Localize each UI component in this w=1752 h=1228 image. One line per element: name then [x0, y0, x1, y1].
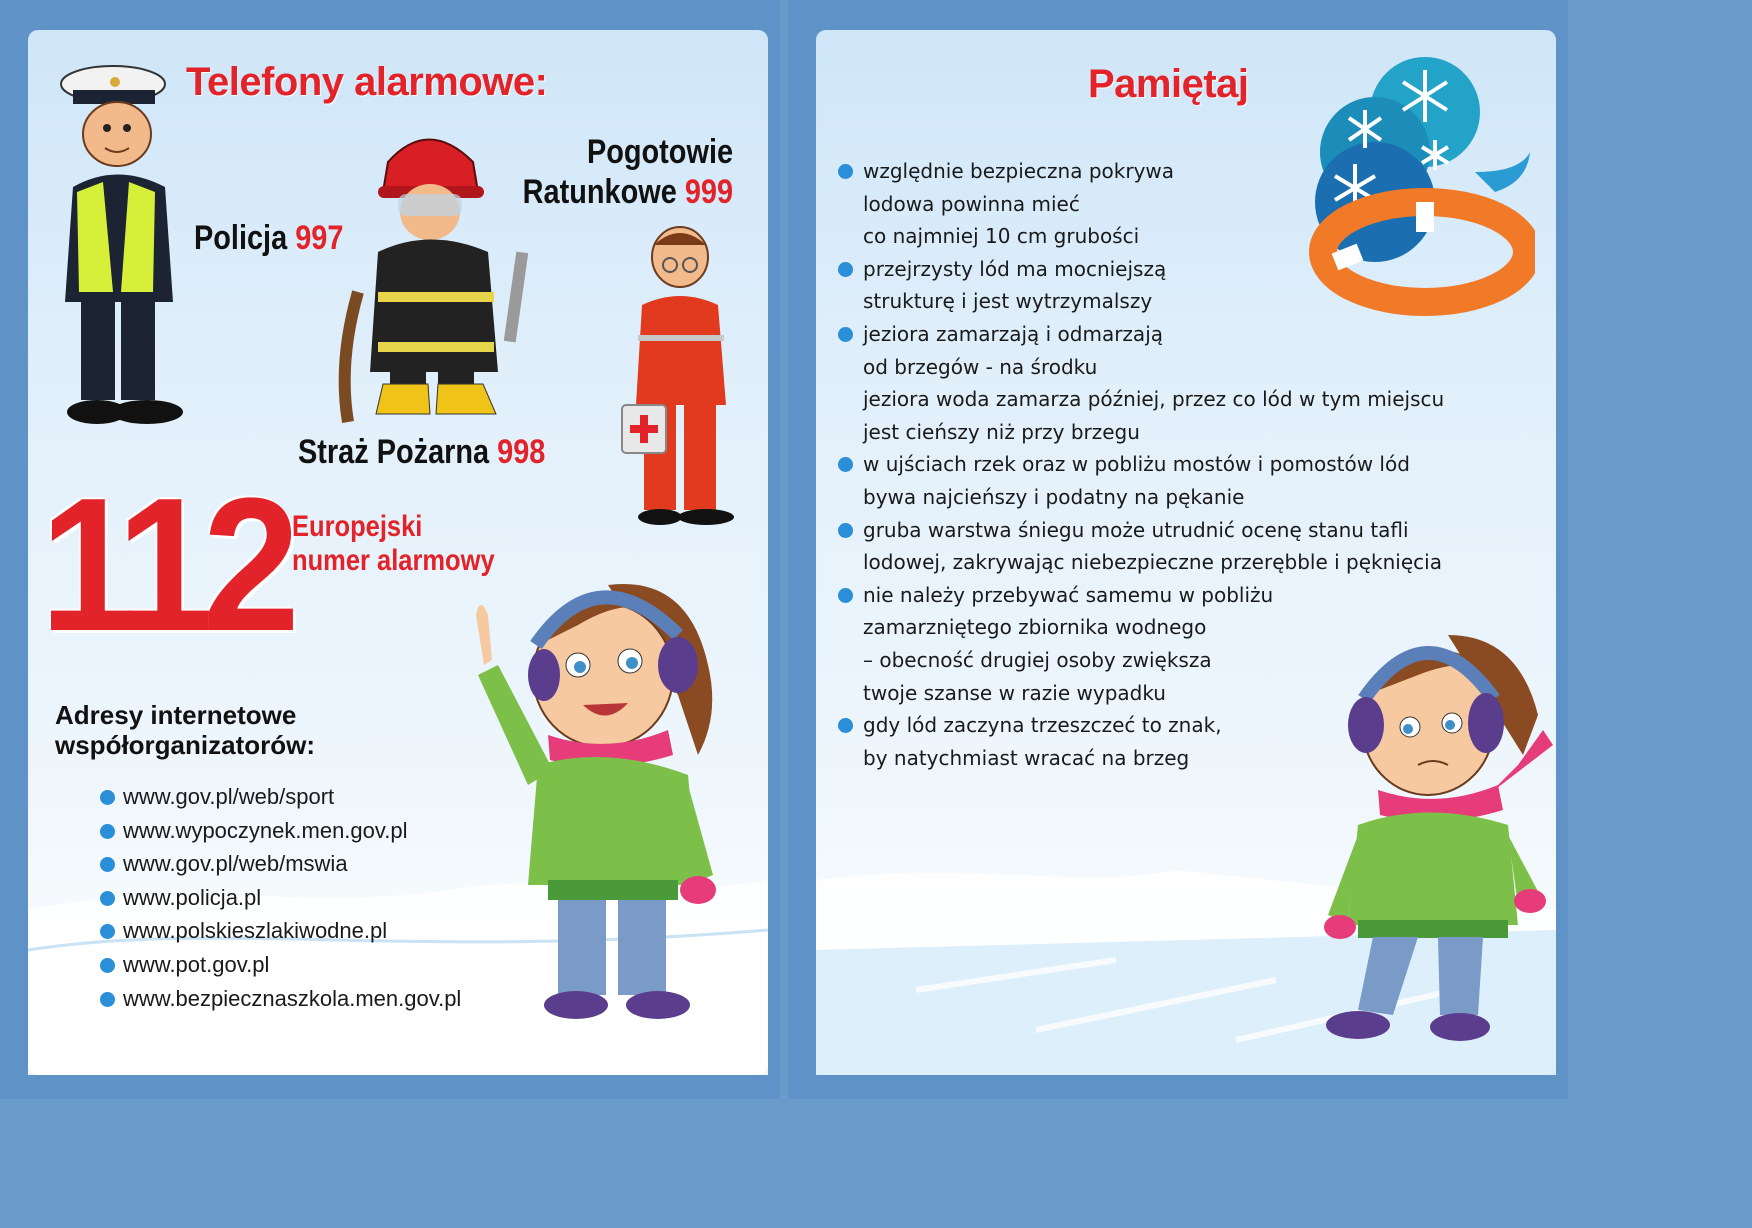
addresses-title-line2: współorganizatorów:: [55, 730, 315, 760]
addresses-title-line1: Adresy internetowe: [55, 700, 297, 730]
link-text[interactable]: www.bezpiecznaszkola.men.gov.pl: [123, 985, 462, 1011]
link-text[interactable]: www.gov.pl/web/sport: [123, 784, 335, 809]
link-text[interactable]: www.gov.pl/web/mswia: [123, 851, 348, 877]
bullet-dot: [100, 958, 115, 973]
paramedic-illustration: [618, 225, 748, 530]
remember-title: Pamiętaj: [1088, 62, 1249, 106]
tip-line: zamarzniętego zbiornika wodnego: [863, 615, 1207, 640]
bullet-dot: [838, 588, 853, 603]
straz-name: Straż Pożarna: [298, 433, 490, 471]
bullet-dot: [100, 790, 115, 805]
tip-line: gruba warstwa śniegu może utrudnić ocenę stanu tafli: [863, 517, 1409, 542]
policja-number: 997: [295, 219, 344, 257]
link-item[interactable]: [100, 982, 461, 1016]
pogotowie-line1: Pogotowie: [586, 133, 734, 171]
tip-line: względnie bezpieczna pokrywa: [863, 159, 1175, 183]
link-text[interactable]: www.polskieszlakiwodne.pl: [123, 918, 388, 944]
left-page: [0, 0, 780, 1099]
tip-line: jeziora zamarzają i odmarzają: [863, 321, 1163, 346]
bullet-dot: [838, 457, 853, 472]
link-text[interactable]: www.policja.pl: [123, 884, 262, 910]
link-item[interactable]: [100, 847, 461, 881]
straz-number: 998: [497, 433, 546, 471]
page-title: Telefony alarmowe:: [186, 60, 548, 104]
bullet-dot: [100, 924, 115, 939]
links-list: [100, 780, 461, 1015]
tip-line: co najmniej 10 cm grubości: [863, 224, 1140, 249]
policja-label: [194, 218, 343, 258]
tip-item: [838, 448, 1444, 513]
tip-line: jest cieńszy niż przy brzegu: [863, 419, 1140, 444]
tip-line: bywa najcieńszy i podatny na pękanie: [863, 484, 1245, 509]
pogotowie-number: 999: [684, 173, 734, 211]
bullet-dot: [100, 857, 115, 872]
policja-name: Policja: [194, 219, 288, 257]
pogotowie-line2: Ratunkowe: [522, 173, 677, 211]
girl-pointing-illustration: [458, 555, 718, 1035]
emergency-label-line1: Europejski: [292, 510, 423, 543]
tip-item: [838, 318, 1444, 448]
bullet-dot: [838, 327, 853, 342]
girl-on-ice-illustration: [1318, 615, 1558, 1055]
straz-label: [298, 432, 545, 472]
link-item[interactable]: [100, 948, 461, 982]
tip-line: lodowa powinna mieć: [863, 191, 1080, 216]
tip-item: [838, 253, 1444, 318]
pogotowie-label: [513, 132, 733, 212]
tip-line: jeziora woda zamarza później, przez co lód w tym miejscu: [863, 387, 1445, 412]
bullet-dot: [100, 824, 115, 839]
tip-line: gdy lód zaczyna trzeszczeć to znak,: [863, 713, 1222, 738]
tip-line: lodowej, zakrywając niebezpieczne przerębble i pęknięcia: [863, 550, 1442, 575]
tip-line: od brzegów - na środku: [863, 354, 1098, 379]
emergency-label-line2: numer alarmowy: [292, 544, 495, 577]
tip-line: nie należy przebywać samemu w pobliżu: [863, 582, 1274, 607]
link-item[interactable]: [100, 914, 461, 948]
bullet-dot: [100, 992, 115, 1007]
addresses-title: [55, 700, 315, 760]
tip-line: w ujściach rzek oraz w pobliżu mostów i pomostów lód: [863, 452, 1410, 477]
link-text[interactable]: www.wypoczynek.men.gov.pl: [123, 817, 408, 843]
link-item[interactable]: [100, 814, 461, 848]
tip-line: przejrzysty lód ma mocniejszą: [863, 256, 1167, 281]
bullet-dot: [100, 891, 115, 906]
tip-item: [838, 514, 1444, 579]
tip-item: [838, 155, 1444, 253]
firefighter-illustration: [338, 122, 538, 427]
tip-line: twoje szanse w razie wypadku: [863, 680, 1166, 705]
tip-line: strukturę i jest wytrzymalszy: [863, 289, 1153, 314]
bullet-dot: [838, 164, 853, 179]
bullet-dot: [838, 262, 853, 277]
link-item[interactable]: [100, 881, 461, 915]
link-text[interactable]: www.pot.gov.pl: [123, 951, 270, 977]
police-officer-illustration: [55, 62, 190, 432]
emergency-number-112: 112: [40, 459, 289, 671]
bullet-dot: [838, 718, 853, 733]
tip-line: by natychmiast wracać na brzeg: [863, 745, 1190, 770]
bullet-dot: [838, 523, 853, 538]
link-item[interactable]: [100, 780, 461, 814]
tip-line: – obecność drugiej osoby zwiększa: [863, 647, 1212, 672]
